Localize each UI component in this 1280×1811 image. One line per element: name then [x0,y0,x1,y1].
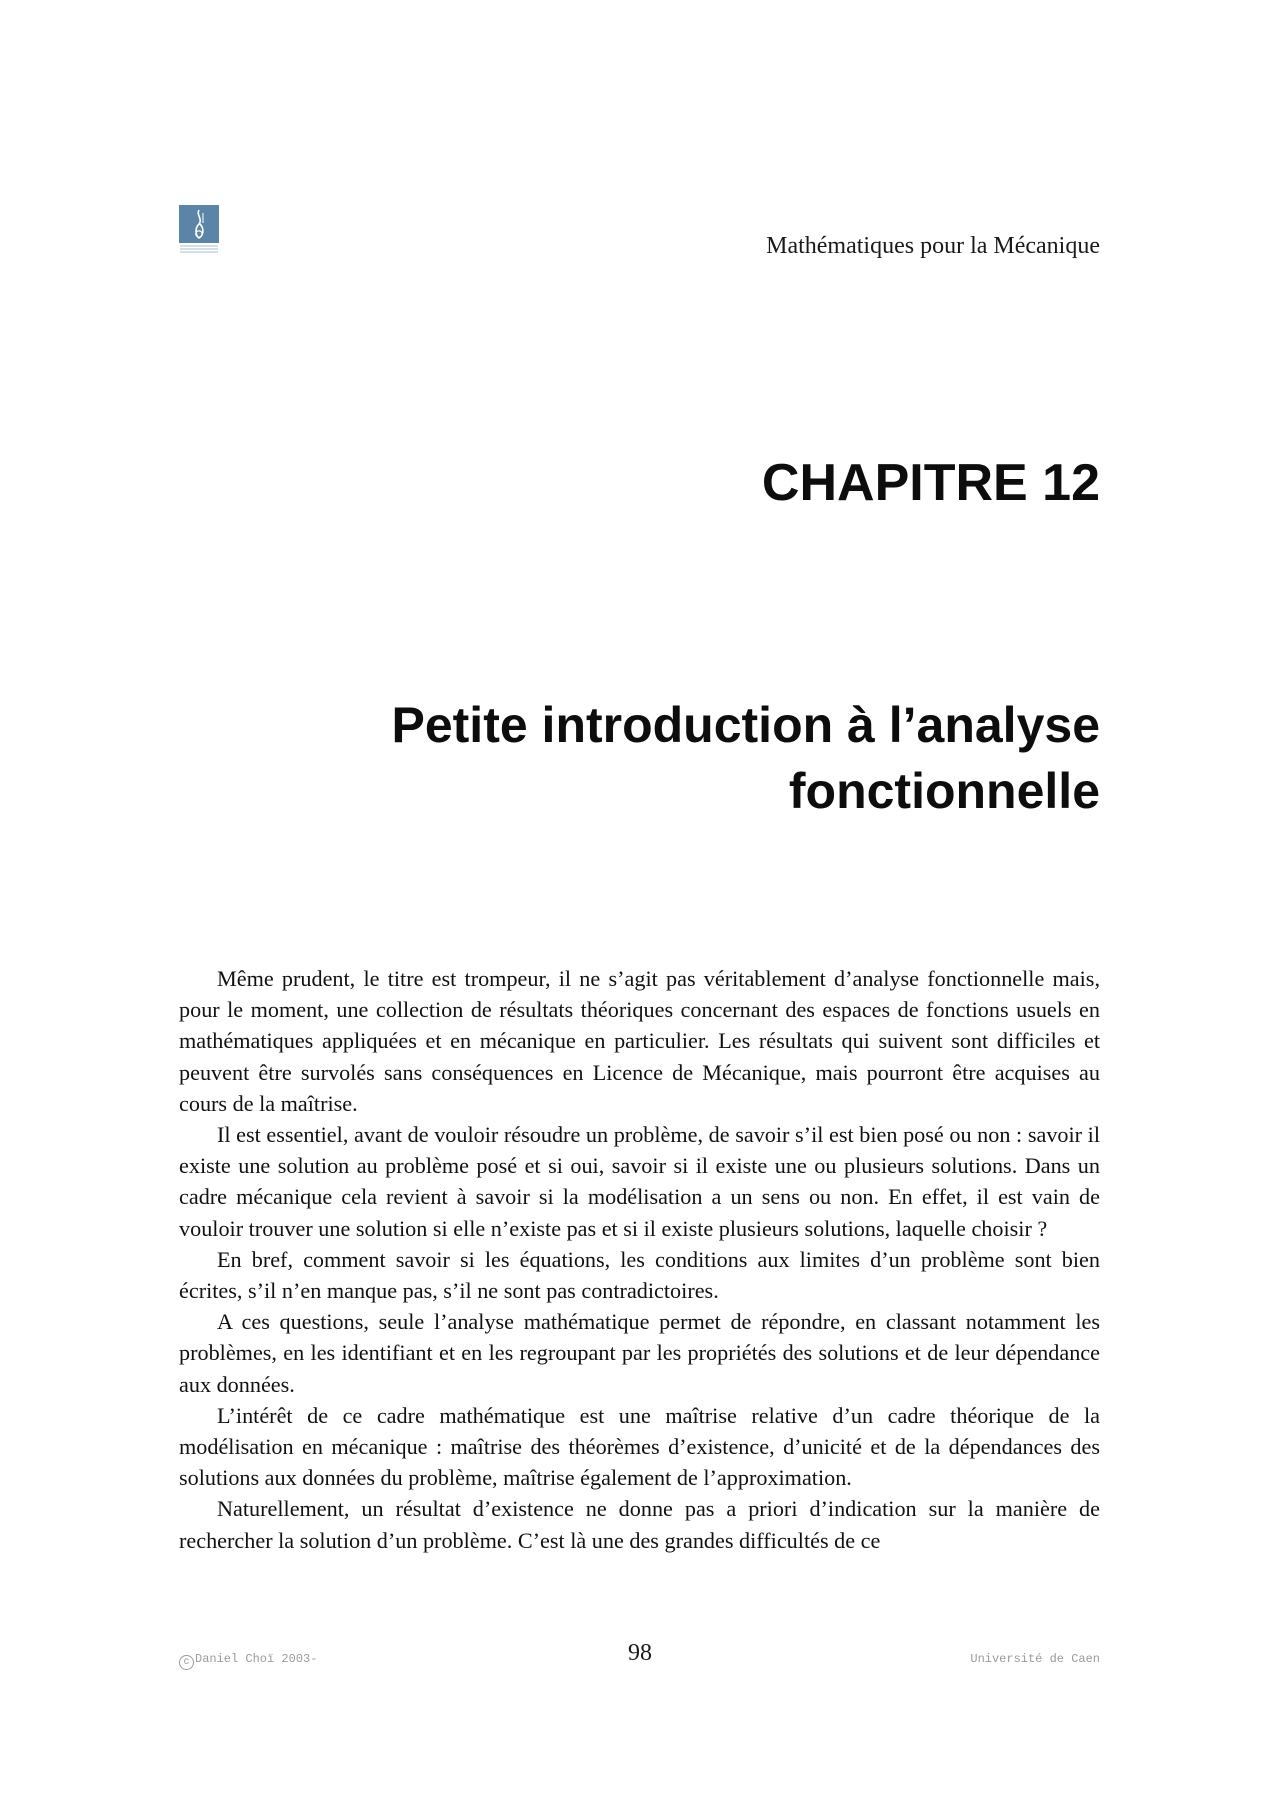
university-logo-icon [179,205,219,255]
copyright-text: Daniel Choï 2003- [195,1652,318,1666]
paragraph: L’intérêt de ce cadre mathématique est une maîtrise relative d’un cadre théorique de la modélisation en mécanique : maîtrise des théorèmes d’existence, d’unicité et de la dépendances des solutions aux données du problème, maîtrise également de l’approximation. [179,1402,1100,1491]
body-text [179,963,1100,1556]
footer-institution: Université de Caen [970,1652,1100,1666]
paragraph: Même prudent, le titre est trompeur, il ne s’agit pas véritablement d’analyse fonctionnelle mais, pour le moment, une collection de résultats théoriques concernant des espaces de fonctions usuels en mathématiques appliquées et en mécanique en particulier. Les résultats qui suivent sont difficiles et peuvent être survolés sans conséquences en Licence de Mécanique, mais pourront être acquises au cours de la maîtrise. [179,966,1100,1116]
footer-copyright [179,1652,317,1670]
chapter-title: Petite introduction à l’analyse fonctionnelle [391,697,1100,819]
paragraph: En bref, comment savoir si les équations, les conditions aux limites d’un problème sont bien écrites, s’il n’en manque pas, s’il ne sont pas contradictoires. [179,1246,1100,1304]
paragraph: Il est essentiel, avant de vouloir résoudre un problème, de savoir s’il est bien posé ou non : savoir il existe une solution au problème posé et si oui, savoir si il existe une ou plusieurs solutions. Dans un cadre mécanique cela revient à savoir si la modélisation a un sens ou non. En effet, il est vain de vouloir trouver une solution si elle n’existe pas et si il existe plusieurs solutions, laquelle choisir ? [179,1122,1100,1241]
copyright-icon: c [179,1655,194,1670]
running-header: Mathématiques pour la Mécanique [766,233,1100,259]
university-logo [179,205,219,255]
page-number: 98 [628,1640,652,1666]
chapter-label: CHAPITRE 12 [761,454,1100,512]
paragraph: Naturellement, un résultat d’existence ne donne pas a priori d’indication sur la manière de rechercher la solution d’un problème. C’est là une des grandes difficultés de ce [179,1496,1100,1553]
paragraph: A ces questions, seule l’analyse mathématique permet de répondre, en classant notamment les problèmes, en les identifiant et en les regroupant par les propriétés des solutions et de leur dépendance aux données. [179,1309,1100,1397]
